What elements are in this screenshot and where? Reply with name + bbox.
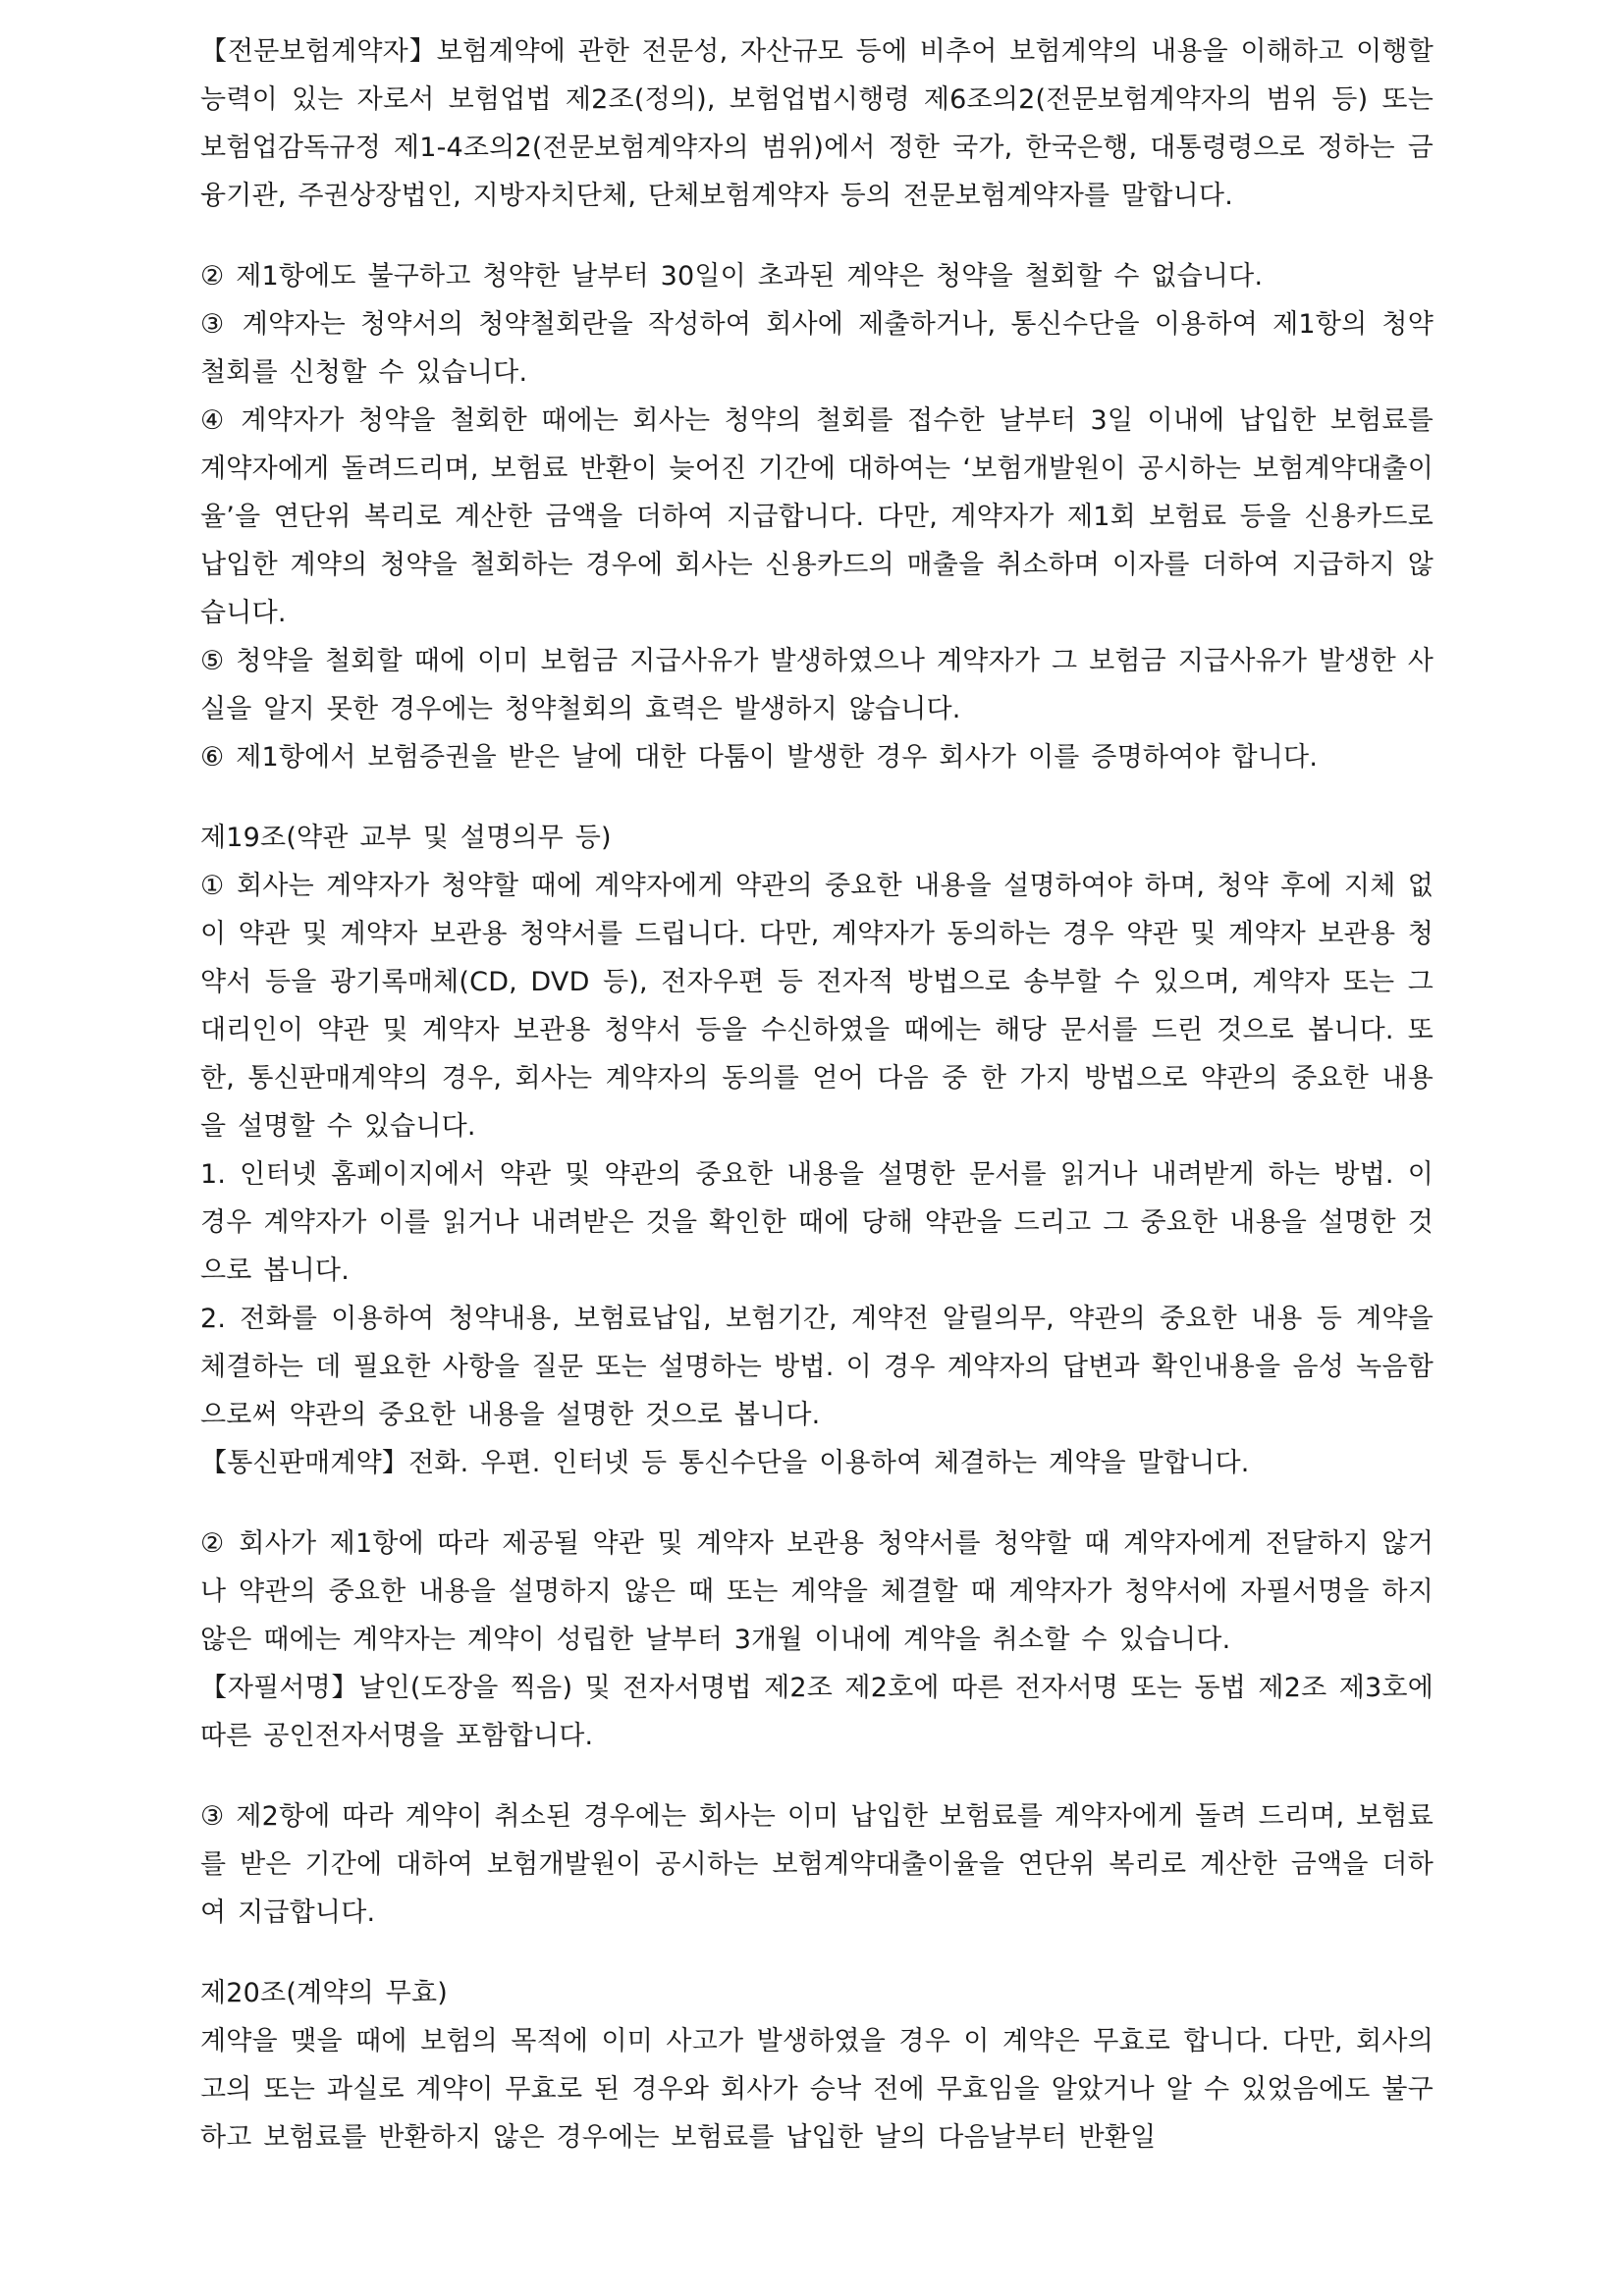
paragraph-spacer bbox=[200, 781, 1434, 814]
article-20-body: 계약을 맺을 때에 보험의 목적에 이미 사고가 발생하였을 경우 이 계약은 무효로 합니다. 다만, 회사의 고의 또는 과실로 계약이 무효로 된 경우와 회사가 승낙 전에 무효임을 알았거나 알 수 있었음에도 불구하고 보험료를 반환하지 않은 경우에는 보험료를 납입한 날의 다음날부터 반환일 bbox=[200, 2026, 1434, 2153]
clause-item-6: ⑥ 제1항에서 보험증권을 받은 날에 대한 다툼이 발생한 경우 회사가 이를 증명하여야 합니다. bbox=[200, 742, 1319, 773]
clause-item-4: ④ 계약자가 청약을 철회한 때에는 회사는 청약의 철회를 접수한 날부터 3일 이내에 납입한 보험료를 계약자에게 돌려드리며, 보험료 반환이 늦어진 기간에 대하여는 ‘보험개발원이 공시하는 보험계약대출이율’을 연단위 복리로 계산한 금액을 더하여 지급합니다. 다만, 계약자가 제1회 보험료 등을 신용카드로 납입한 계약의 청약을 철회하는 경우에 회사는 신용카드의 매출을 취소하며 이자를 더하여 지급하지 않습니다. bbox=[200, 405, 1434, 628]
paragraph-spacer bbox=[200, 1937, 1434, 1969]
article-19-item-1: ① 회사는 계약자가 청약할 때에 계약자에게 약관의 중요한 내용을 설명하여야 하며, 청약 후에 지체 없이 약관 및 계약자 보관용 청약서를 드립니다. 다만, 계약자가 동의하는 경우 약관 및 계약자 보관용 청약서 등을 광기록매체(CD, DVD 등), 전자우편 등 전자적 방법으로 송부할 수 있으며, 계약자 또는 그 대리인이 약관 및 계약자 보관용 청약서 등을 수신하였을 때에는 해당 문서를 드린 것으로 봅니다. 또한, 통신판매계약의 경우, 회사는 계약자의 동의를 얻어 다음 중 한 가지 방법으로 약관의 중요한 내용을 설명할 수 있습니다. bbox=[200, 871, 1434, 1142]
article-19-method-2: 2. 전화를 이용하여 청약내용, 보험료납입, 보험기간, 계약전 알릴의무, 약관의 중요한 내용 등 계약을 체결하는 데 필요한 사항을 질문 또는 설명하는 방법. 이 경우 계약자의 답변과 확인내용을 음성 녹음함으로써 약관의 중요한 내용을 설명한 것으로 봅니다. bbox=[200, 1304, 1434, 1430]
clause-item-2: ② 제1항에도 불구하고 청약한 날부터 30일이 초과된 계약은 청약을 철회할 수 없습니다. bbox=[200, 261, 1264, 292]
paragraph-professional-contractor-definition: 【전문보험계약자】보험계약에 관한 전문성, 자산규모 등에 비추어 보험계약의 내용을 이해하고 이행할 능력이 있는 자로서 보험업법 제2조(정의), 보험업법시행령 제6조의2(전문보험계약자의 범위 등) 또는 보험업감독규정 제1-4조의2(전문보험계약자의 범위)에서 정한 국가, 한국은행, 대통령령으로 정하는 금융기관, 주권상장법인, 지방자치단체, 단체보험계약자 등의 전문보험계약자를 말합니다. bbox=[200, 36, 1434, 211]
definition-mail-order-contract: 【통신판매계약】전화. 우편. 인터넷 등 통신수단을 이용하여 체결하는 계약을 말합니다. bbox=[200, 1448, 1250, 1478]
paragraph-spacer bbox=[200, 220, 1434, 252]
clause-item-5: ⑤ 청약을 철회할 때에 이미 보험금 지급사유가 발생하였으나 계약자가 그 보험금 지급사유가 발생한 사실을 알지 못한 경우에는 청약철회의 효력은 발생하지 않습니다. bbox=[200, 646, 1434, 724]
paragraph-spacer bbox=[200, 1487, 1434, 1520]
article-19-method-1: 1. 인터넷 홈페이지에서 약관 및 약관의 중요한 내용을 설명한 문서를 읽거나 내려받게 하는 방법. 이 경우 계약자가 이를 읽거나 내려받은 것을 확인한 때에 당해 약관을 드리고 그 중요한 내용을 설명한 것으로 봅니다. bbox=[200, 1159, 1434, 1286]
document-body bbox=[200, 27, 1434, 2162]
article-19-item-3: ③ 제2항에 따라 계약이 취소된 경우에는 회사는 이미 납입한 보험료를 계약자에게 돌려 드리며, 보험료를 받은 기간에 대하여 보험개발원이 공시하는 보험계약대출이율을 연단위 복리로 계산한 금액을 더하여 지급합니다. bbox=[200, 1801, 1434, 1928]
article-19-item-2: ② 회사가 제1항에 따라 제공될 약관 및 계약자 보관용 청약서를 청약할 때 계약자에게 전달하지 않거나 약관의 중요한 내용을 설명하지 않은 때 또는 계약을 체결할 때 계약자가 청약서에 자필서명을 하지 않은 때에는 계약자는 계약이 성립한 날부터 3개월 이내에 계약을 취소할 수 있습니다. bbox=[200, 1528, 1434, 1655]
article-19-heading: 제19조(약관 교부 및 설명의무 등) bbox=[200, 823, 612, 853]
paragraph-spacer bbox=[200, 1760, 1434, 1792]
article-20-heading: 제20조(계약의 무효) bbox=[200, 1978, 448, 2008]
definition-handwritten-signature: 【자필서명】날인(도장을 찍음) 및 전자서명법 제2조 제2호에 따른 전자서명 또는 동법 제2조 제3호에 따른 공인전자서명을 포함합니다. bbox=[200, 1673, 1434, 1751]
clause-item-3: ③ 계약자는 청약서의 청약철회란을 작성하여 회사에 제출하거나, 통신수단을 이용하여 제1항의 청약 철회를 신청할 수 있습니다. bbox=[200, 309, 1434, 388]
